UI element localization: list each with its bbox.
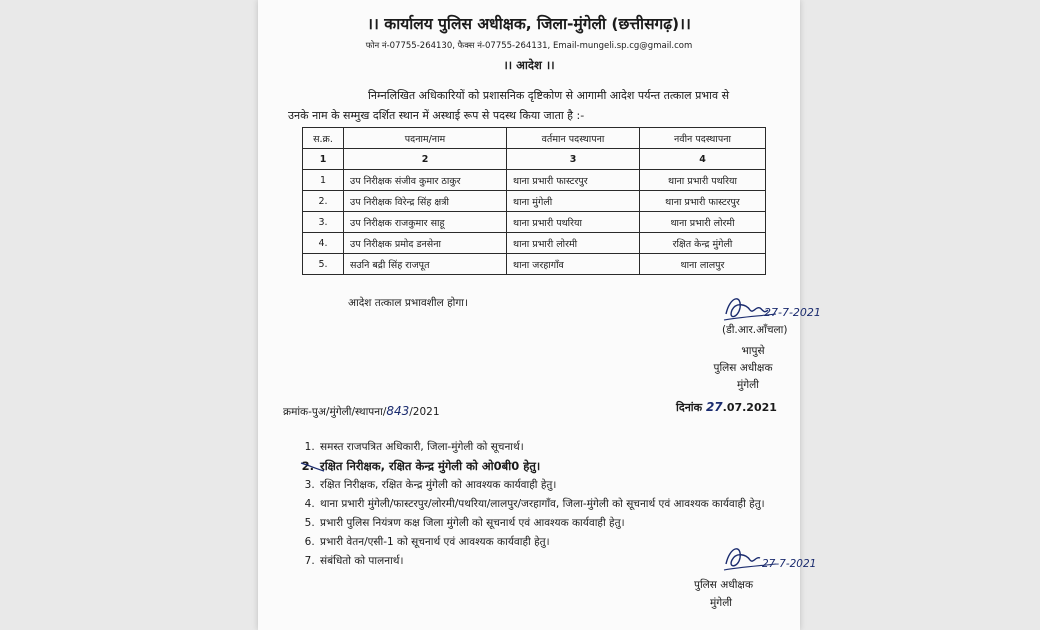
order-document xyxy=(258,0,821,630)
header-current-posting: वर्तमान पदस्थापना xyxy=(507,128,640,149)
signature-date: 27-7-2021 xyxy=(764,306,821,319)
date-label: दिनांक xyxy=(676,401,703,414)
row-current-posting: थाना मुंगेली xyxy=(507,191,640,212)
list-item: 7. संबंधितो को पालनार्थ। xyxy=(318,552,828,571)
signatory-district: मुंगेली xyxy=(736,379,760,391)
order-heading: ।। आदेश ।। xyxy=(503,58,555,72)
row-new-posting: थाना प्रभारी पथरिया xyxy=(640,170,766,191)
pen-tick-mark xyxy=(300,459,326,473)
transfer-table xyxy=(302,127,766,275)
effective-note: आदेश तत्काल प्रभावशील होगा। xyxy=(348,297,468,309)
column-number: 4 xyxy=(640,149,766,170)
row-current-posting: थाना जरहागाँव xyxy=(507,254,640,275)
row-new-posting: थाना लालपुर xyxy=(640,254,766,275)
table-column-numbers xyxy=(303,149,766,170)
row-name: उप निरीक्षक प्रमोद डनसेना xyxy=(344,233,507,254)
row-current-posting: थाना प्रभारी पथरिया xyxy=(507,212,640,233)
table-row xyxy=(303,170,766,191)
row-sno: 3. xyxy=(303,212,344,233)
table-row xyxy=(303,254,766,275)
row-name: उप निरीक्षक राजकुमार साहू xyxy=(344,212,507,233)
list-item: 6. प्रभारी वेतन/एसी-1 को सूचनार्थ एवं आवश्यक कार्यवाही हेतु। xyxy=(318,533,828,552)
signatory-rank: भापुसे xyxy=(741,345,765,357)
intro-paragraph xyxy=(288,86,778,126)
header-new-posting: नवीन पदस्थापना xyxy=(640,128,766,149)
date-day: 27 xyxy=(705,400,723,414)
footer-signatory-post: पुलिस अधीक्षक xyxy=(694,579,754,591)
row-current-posting: थाना प्रभारी लोरमी xyxy=(507,233,640,254)
row-name: उप निरीक्षक संजीव कुमार ठाकुर xyxy=(344,170,507,191)
row-sno: 4. xyxy=(303,233,344,254)
table-row xyxy=(303,212,766,233)
office-title: ।। कार्यालय पुलिस अधीक्षक, जिला-मुंगेली (छत्तीसगढ़)।। xyxy=(367,15,691,33)
column-number: 1 xyxy=(303,149,344,170)
row-sno: 1 xyxy=(303,170,344,191)
footer-signatory-district: मुंगेली xyxy=(710,597,733,609)
contact-line: फोन नं-07755-264130, फैक्स नं-07755-264131, Email-mungeli.sp.cg@gmail.com xyxy=(365,41,693,51)
list-item: 4. थाना प्रभारी मुंगेली/फास्टरपुर/लोरमी/पथरिया/लालपुर/जरहागाँव, जिला-मुंगेली को सूचनार्थ एवं आवश्यक कार्यवाही हेतु। xyxy=(318,495,828,514)
row-sno: 5. xyxy=(303,254,344,275)
row-new-posting: थाना प्रभारी फास्टरपुर xyxy=(640,191,766,212)
row-current-posting: थाना प्रभारी फास्टरपुर xyxy=(507,170,640,191)
list-item: 1. समस्त राजपत्रित अधिकारी, जिला-मुंगेली को सूचनार्थ। xyxy=(318,438,828,457)
intro-line-2: उनके नाम के सम्मुख दर्शित स्थान में अस्थाई रूप से पदस्थ किया जाता है :- xyxy=(288,109,585,122)
row-name: उप निरीक्षक विरेन्द्र सिंह क्षत्री xyxy=(344,191,507,212)
header-sno: स.क्र. xyxy=(303,128,344,149)
reference-year: /2021 xyxy=(409,406,440,418)
table-row xyxy=(303,233,766,254)
row-name: सउनि बद्री सिंह राजपूत xyxy=(344,254,507,275)
row-new-posting: थाना प्रभारी लोरमी xyxy=(640,212,766,233)
row-new-posting: रक्षित केन्द्र मुंगेली xyxy=(640,233,766,254)
header-name: पदनाम/नाम xyxy=(344,128,507,149)
reference-number: 843 xyxy=(386,404,410,418)
reference-prefix: क्रमांक-पुअ/मुंगेली/स्थापना/ xyxy=(283,406,387,418)
reference-date xyxy=(676,400,777,415)
intro-line-1: निम्नलिखित अधिकारियों को प्रशासनिक दृष्टिकोण से आगामी आदेश पर्यन्त तत्काल प्रभाव से xyxy=(368,89,730,102)
column-number: 2 xyxy=(344,149,507,170)
reference-number-line xyxy=(283,404,440,419)
list-item: 2. रक्षित निरीक्षक, रक्षित केन्द्र मुंगेली को ओ0बी0 हेतु। xyxy=(318,457,828,476)
list-item: 5. प्रभारी पुलिस नियंत्रण कक्ष जिला मुंगेली को सूचनार्थ एवं आवश्यक कार्यवाही हेतु। xyxy=(318,514,828,533)
date-rest: .07.2021 xyxy=(722,401,777,414)
column-number: 3 xyxy=(507,149,640,170)
signatory-name: (डी.आर.आँचला) xyxy=(722,324,788,336)
row-sno: 2. xyxy=(303,191,344,212)
table-row xyxy=(303,191,766,212)
table-header-row xyxy=(303,128,766,149)
footer-signature-date: 27-7-2021 xyxy=(762,558,817,570)
signatory-post: पुलिस अधीक्षक xyxy=(713,362,773,374)
list-item: 3. रक्षित निरीक्षक, रक्षित केन्द्र मुंगेली को आवश्यक कार्यवाही हेतु। xyxy=(318,476,828,495)
